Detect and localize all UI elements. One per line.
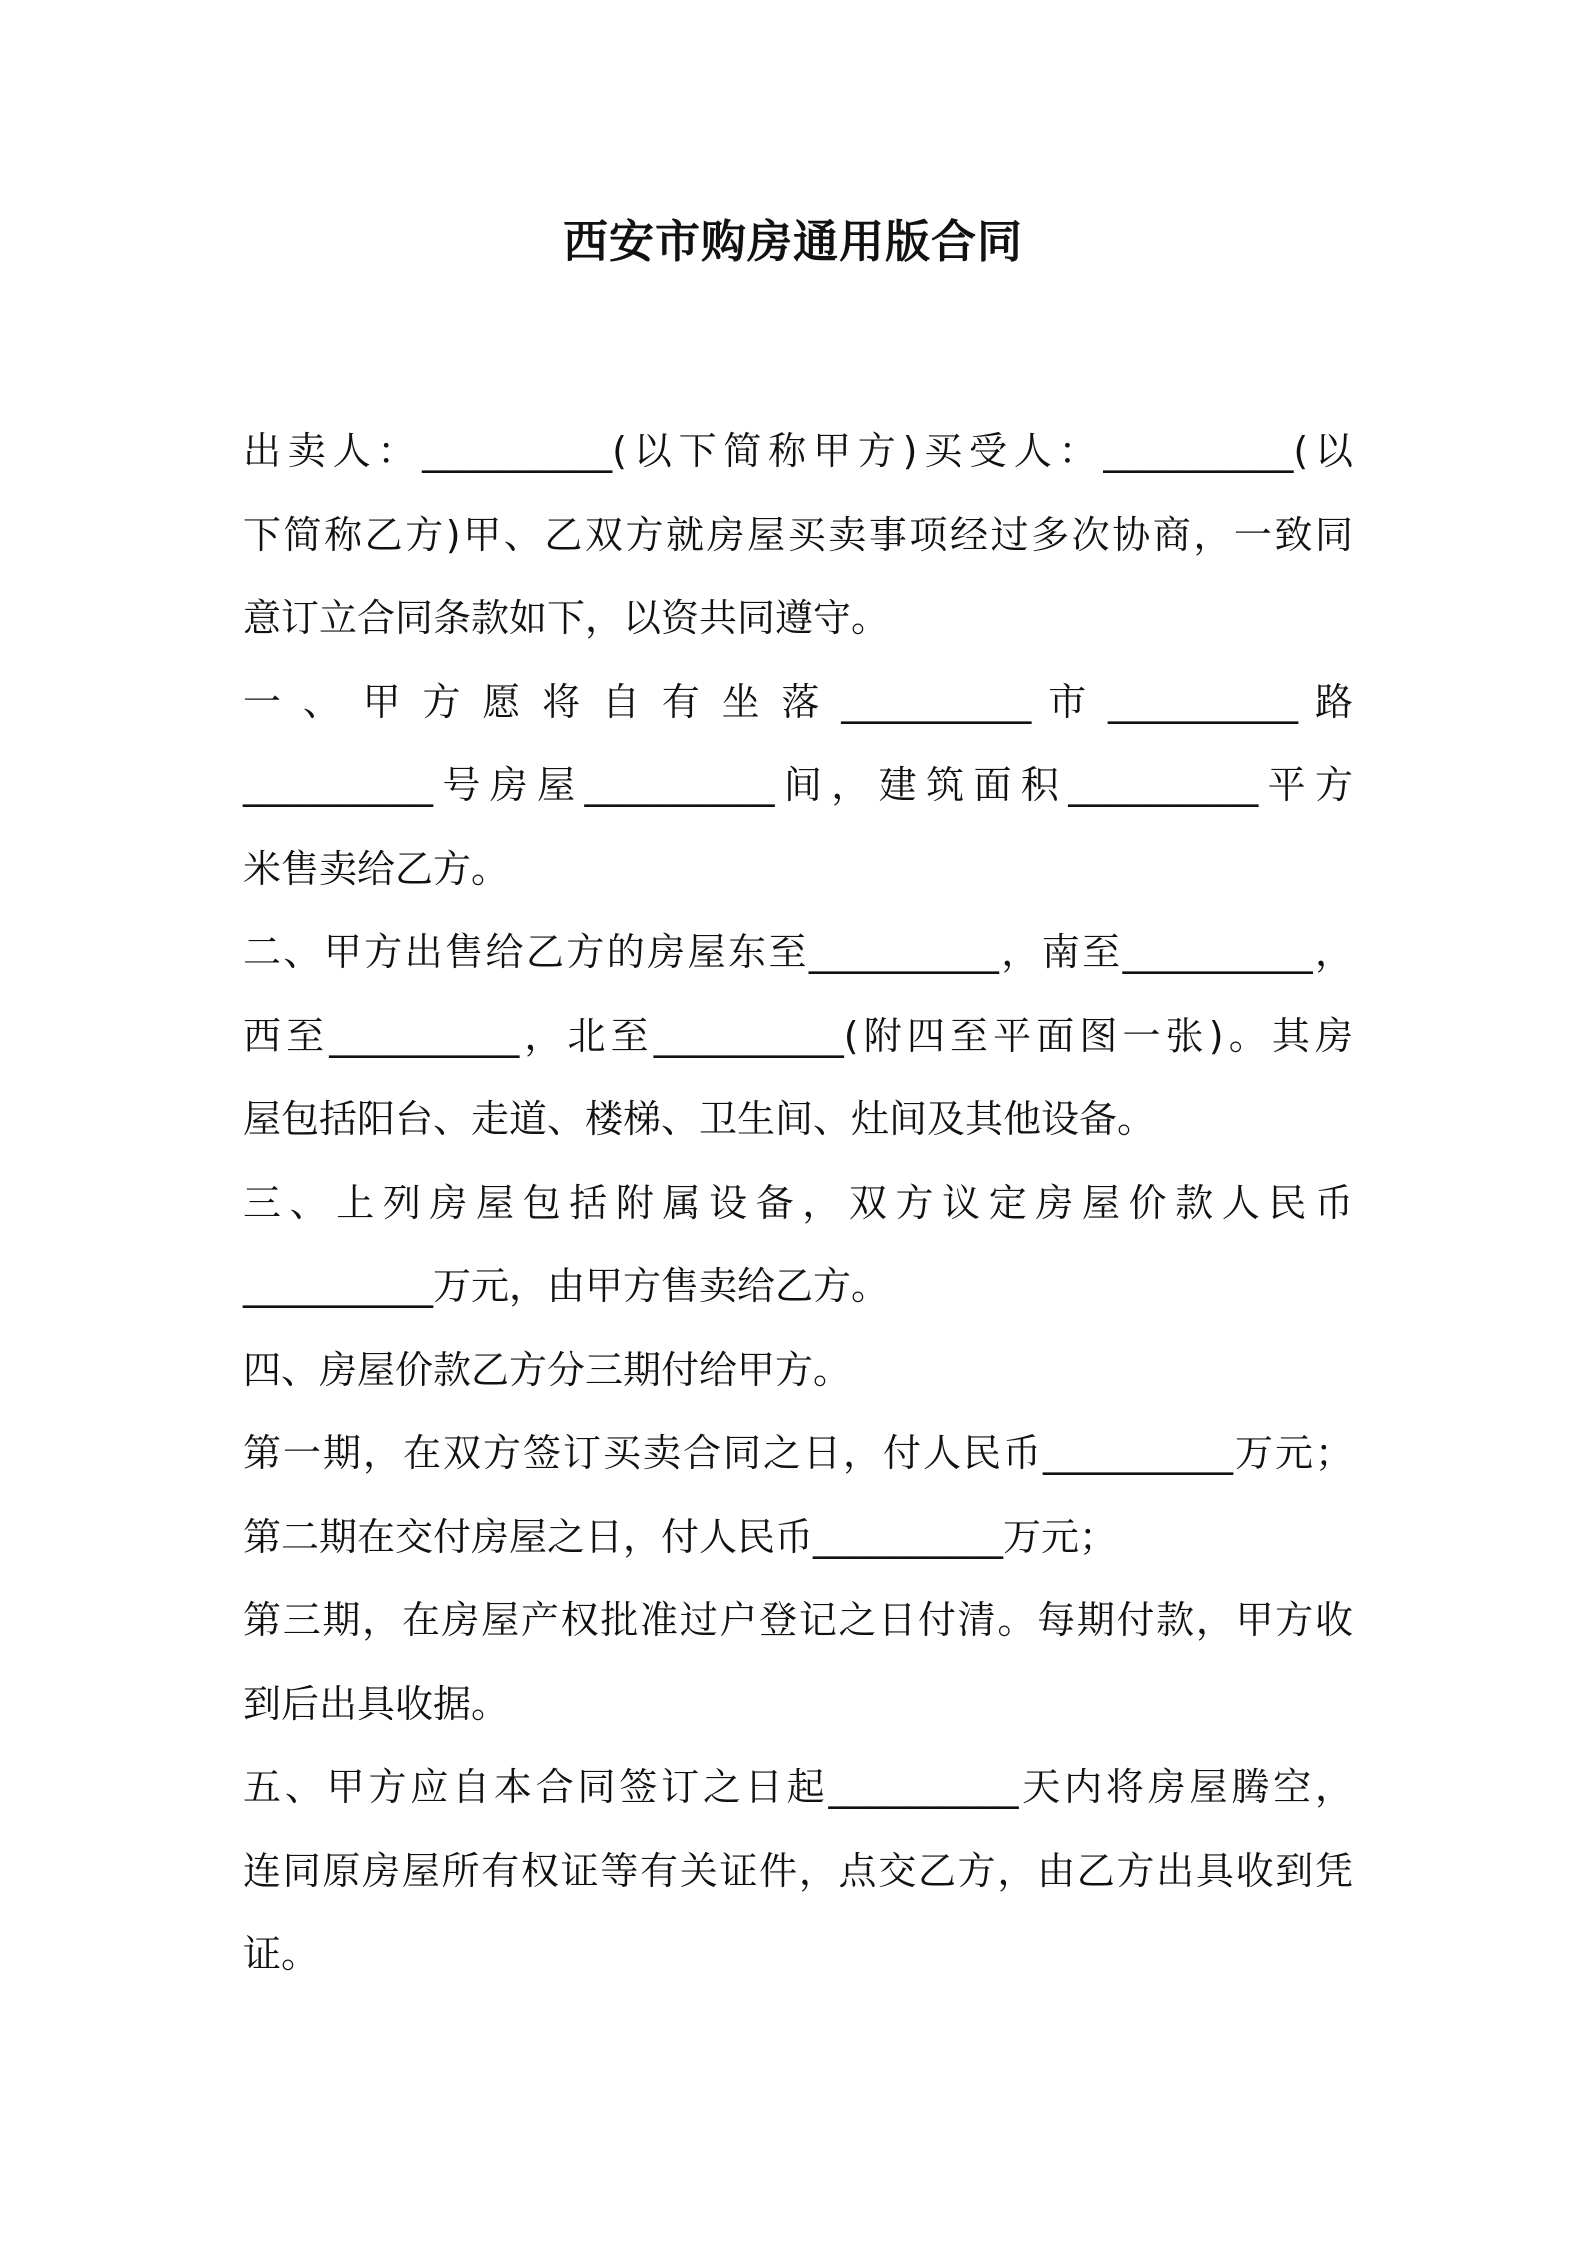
text-line: 屋包括阳台、走道、楼梯、卫生间、灶间及其他设备。 <box>243 1097 1156 1141</box>
text-line: 意订立合同条款如下，以资共同遵守。 <box>243 596 890 640</box>
text-line: 第一期，在双方签订买卖合同之日，付人民币__________万元； <box>243 1431 1353 1475</box>
text-line: 一 、 甲 方 愿 将 自 有 坐 落 __________ 市 __________ 路 <box>243 679 1353 724</box>
text-line: 五、甲方应自本合同签订之日起__________天内将房屋腾空， <box>243 1765 1353 1809</box>
text-line: 第二期在交付房屋之日，付人民币__________万元； <box>243 1514 1118 1559</box>
text-line: 下简称乙方)甲、乙双方就房屋买卖事项经过多次协商，一致同 <box>243 512 1353 557</box>
text-line: 连同原房屋所有权证等有关证件，点交乙方，由乙方出具收到凭 <box>243 1848 1353 1893</box>
document-title: 西安市购房通用版合同 <box>562 215 1023 268</box>
text-line: 出卖人：__________(以下简称甲方)买受人：__________(以 <box>243 429 1353 473</box>
text-line: __________万元，由甲方售卖给乙方。 <box>243 1264 890 1308</box>
text-line: 证。 <box>243 1932 320 1976</box>
text-line: 米售卖给乙方。 <box>243 846 510 891</box>
text-line: __________号房屋__________间，建筑面积__________平方 <box>243 763 1353 807</box>
text-line: 四、房屋价款乙方分三期付给甲方。 <box>243 1347 852 1392</box>
text-line: 二、甲方出售给乙方的房屋东至__________，南至__________， <box>243 930 1353 974</box>
text-line: 第三期，在房屋产权批准过户登记之日付清。每期付款，甲方收 <box>243 1598 1353 1642</box>
contract-body <box>243 410 1353 1997</box>
text-line: 三、上列房屋包括附属设备，双方议定房屋价款人民币 <box>243 1180 1353 1225</box>
text-line: 西至__________，北至__________(附四至平面图一张)。其房 <box>243 1013 1353 1058</box>
text-line: 到后出具收据。 <box>243 1681 510 1726</box>
